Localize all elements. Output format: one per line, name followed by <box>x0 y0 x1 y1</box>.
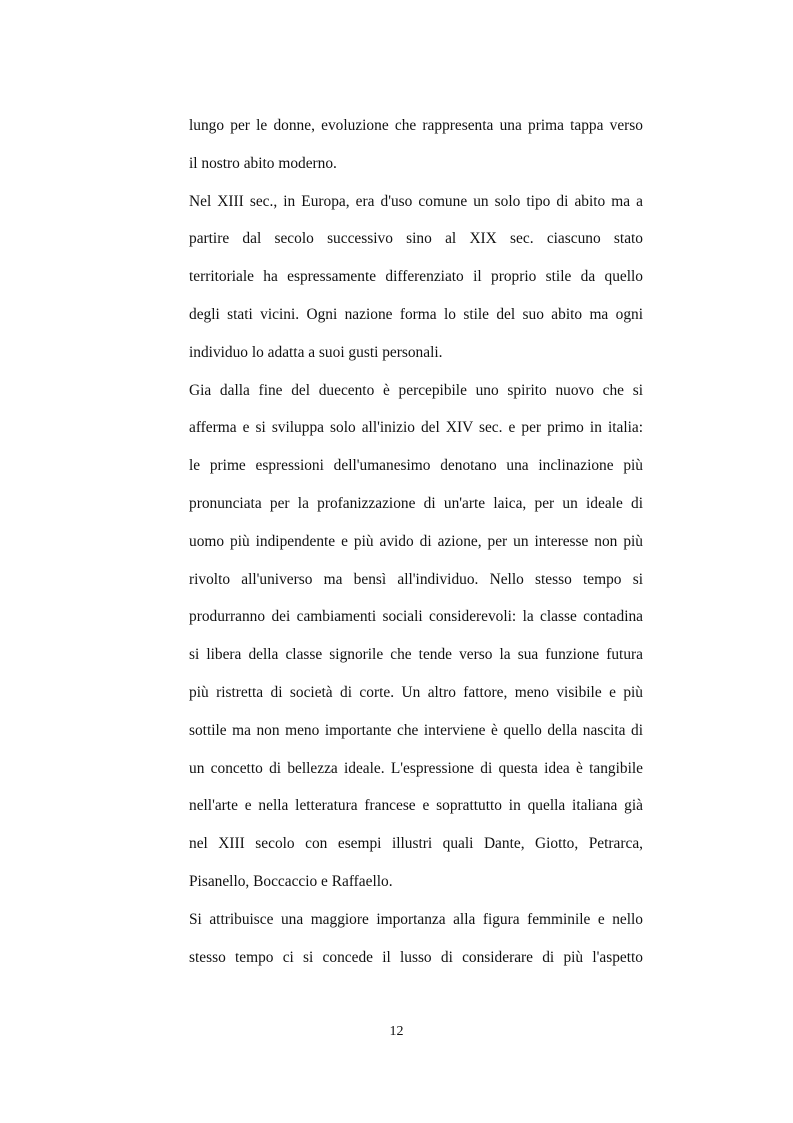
text-line: territoriale ha espressamente differenziato il proprio stile da quello <box>189 268 643 286</box>
text-line: produrranno dei cambiamenti sociali considerevoli: la classe contadina <box>189 608 643 626</box>
text-line: afferma e si sviluppa solo all'inizio del XIV sec. e per primo in italia: <box>189 419 643 437</box>
text-line: il nostro abito moderno. <box>189 154 337 172</box>
text-line: partire dal secolo successivo sino al XIX sec. ciascuno stato <box>189 230 643 248</box>
text-line: pronunciata per la profanizzazione di un'arte laica, per un ideale di <box>189 494 643 512</box>
page-number: 12 <box>389 1024 404 1039</box>
text-line: un concetto di bellezza ideale. L'espressione di questa idea è tangibile <box>189 759 643 777</box>
text-line: sottile ma non meno importante che interviene è quello della nascita di <box>189 721 643 739</box>
text-line: Si attribuisce una maggiore importanza alla figura femminile e nello <box>189 910 643 928</box>
text-line: nel XIII secolo con esempi illustri quali Dante, Giotto, Petrarca, <box>189 835 643 853</box>
text-line: rivolto all'universo ma bensì all'individuo. Nello stesso tempo si <box>189 570 643 588</box>
text-line: uomo più indipendente e più avido di azione, per un interesse non più <box>189 532 643 550</box>
text-line: individuo lo adatta a suoi gusti personali. <box>189 343 443 361</box>
text-block <box>189 110 643 979</box>
text-line: più ristretta di società di corte. Un altro fattore, meno visibile e più <box>189 683 643 701</box>
text-line: lungo per le donne, evoluzione che rappresenta una prima tappa verso <box>189 117 643 134</box>
text-line: Gia dalla fine del duecento è percepibile uno spirito nuovo che si <box>189 381 643 399</box>
text-line: si libera della classe signorile che tende verso la sua funzione futura <box>189 646 643 664</box>
text-line: le prime espressioni dell'umanesimo denotano una inclinazione più <box>189 457 643 475</box>
text-line: Nel XIII sec., in Europa, era d'uso comune un solo tipo di abito ma a <box>189 192 643 210</box>
text-line: degli stati vicini. Ogni nazione forma lo stile del suo abito ma ogni <box>189 305 643 323</box>
text-line: stesso tempo ci si concede il lusso di considerare di più l'aspetto <box>189 948 643 966</box>
text-line: Pisanello, Boccaccio e Raffaello. <box>189 872 393 890</box>
text-line: nell'arte e nella letteratura francese e soprattutto in quella italiana già <box>189 797 643 815</box>
page-body <box>189 110 643 979</box>
